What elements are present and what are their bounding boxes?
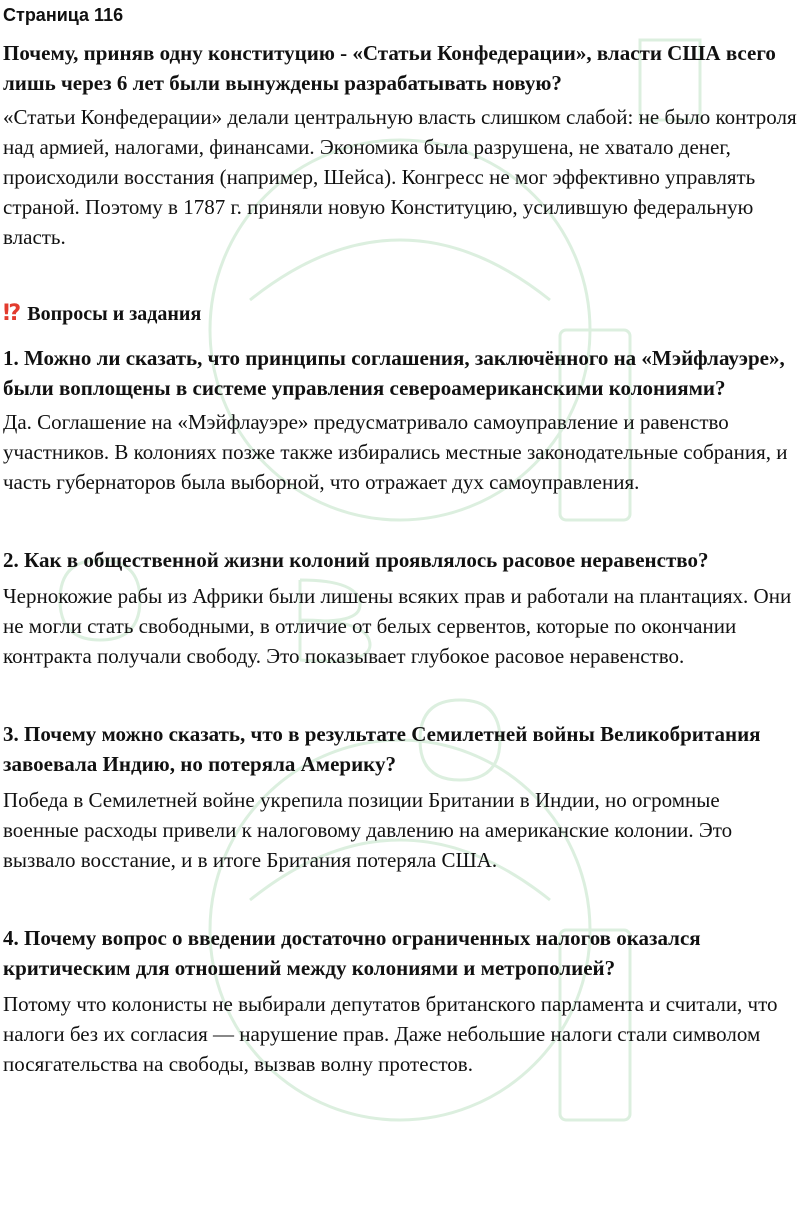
- question-title: 1. Можно ли сказать, что принципы соглашения, заключённого на «Мэйфлауэре», были воплощены в системе управления североамериканскими колониями?: [3, 346, 785, 400]
- intro-answer: «Статьи Конфедерации» делали центральную власть слишком слабой: не было контроля над армией, налогами, финансами. Экономика была разрушена, не хватало денег, происходили восстания (например, Шейса). Конгресс не мог эффективно управлять страной. Поэтому в 1787 г. приняли новую Конституцию, усилившую федеральную власть.: [3, 105, 797, 249]
- intro-block: [3, 38, 798, 252]
- question-block-1: [3, 343, 798, 497]
- question-answer: Да. Соглашение на «Мэйфлауэре» предусматривало самоуправление и равенство участников. В колониях позже также избирались местные законодательные собрания, и часть губернаторов была выборной, что отражает дух самоуправления.: [3, 410, 788, 494]
- question-title: 2. Как в общественной жизни колоний проявлялось расовое неравенство?: [3, 548, 709, 572]
- exclamation-question-icon: ⁉: [3, 301, 20, 326]
- intro-question: Почему, приняв одну конституцию - «Статьи Конфедерации», власти США всего лишь через 6 лет были вынуждены разрабатывать новую?: [3, 41, 776, 95]
- section-header-block: [3, 299, 798, 329]
- question-title: 4. Почему вопрос о введении достаточно ограниченных налогов оказался критическим для отношений между колониями и метрополией?: [3, 926, 701, 980]
- question-answer: Чернокожие рабы из Африки были лишены всяких прав и работали на плантациях. Они не могли стать свободными, в отличие от белых сервентов, которые по окончании контракта получали свободу. Это показывает глубокое расовое неравенство.: [3, 584, 792, 668]
- question-title: 3. Почему можно сказать, что в результате Семилетней войны Великобритания завоевала Индию, но потеряла Америку?: [3, 722, 761, 776]
- section-title: Вопросы и задания: [27, 303, 202, 325]
- question-answer: Потому что колонисты не выбирали депутатов британского парламента и считали, что налоги без их согласия — нарушение прав. Даже небольшие налоги стали символом посягательства на свободы, вызвав волну протестов.: [3, 992, 778, 1076]
- question-block-2: [3, 545, 798, 671]
- page-label: Страница 116: [3, 5, 124, 25]
- section-header: [3, 299, 798, 329]
- question-block-4: [3, 923, 798, 1079]
- question-answer: Победа в Семилетней войне укрепила позиции Британии в Индии, но огромные военные расходы привели к налоговому давлению на американские колонии. Это вызвало восстание, и в итоге Британия потеряла США.: [3, 788, 733, 872]
- question-block-3: [3, 719, 798, 875]
